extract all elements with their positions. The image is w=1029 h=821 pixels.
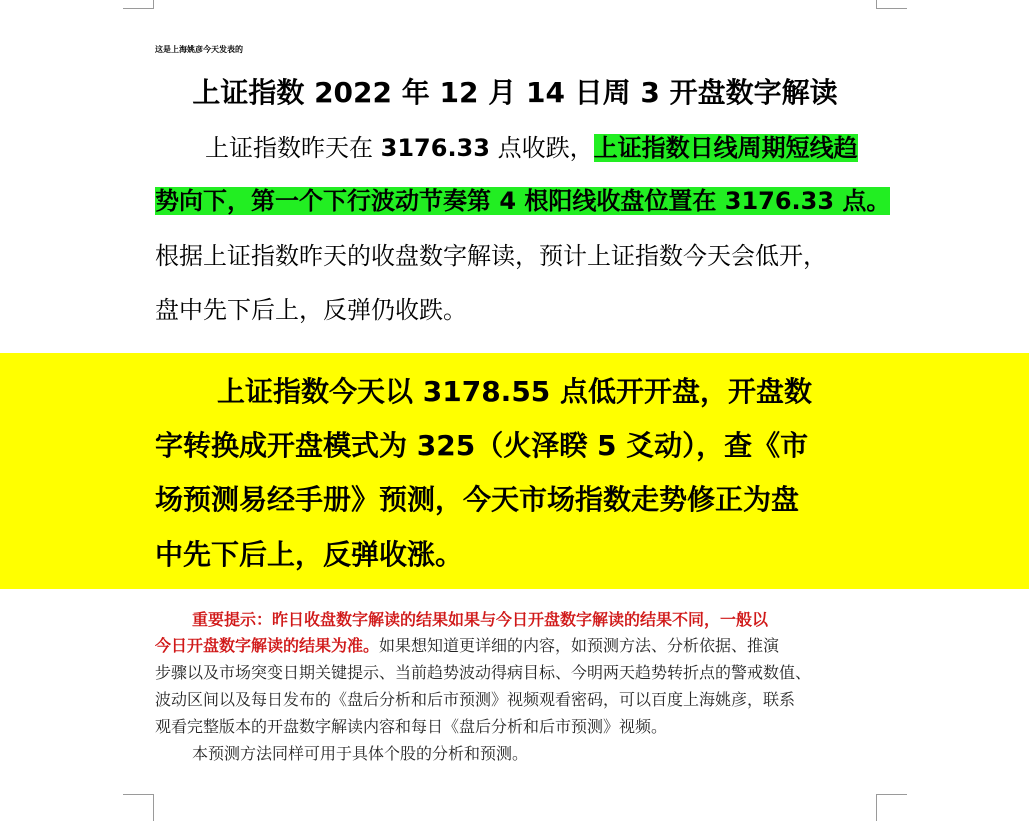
para3-line2-rest: 如果想知道更详细的内容，如预测方法、分析依据、推演 (379, 636, 780, 655)
crop-mark-top-left (123, 0, 154, 9)
crop-mark-top-right (876, 0, 907, 9)
para1-line3: 根据上证指数昨天的收盘数字解读，预计上证指数今天会低开， (155, 242, 827, 270)
crop-mark-bottom-left (123, 794, 154, 821)
para1-line1-after: 点收跌， (497, 134, 594, 162)
para1-line1-plain: 上证指数昨天在 (205, 134, 373, 162)
para3-line6: 本预测方法同样可用于具体个股的分析和预测。 (192, 744, 529, 763)
para1-line4: 盘中先下后上，反弹仍收跌。 (155, 296, 467, 324)
para3-line2 (155, 634, 779, 658)
para1-line2-highlight: 势向下，第一个下行波动节奏第 4 根阳线收盘位置在 3176.33 点。 (155, 187, 891, 215)
para3-line3: 步骤以及市场突变日期关键提示、当前趋势波动得病目标、今明两天趋势转折点的警戒数值、 (155, 663, 812, 682)
para3-line4: 波动区间以及每日发布的《盘后分析和后市预测》视频观看密码，可以百度上海姚彦，联系 (155, 690, 796, 709)
para3-line2-red: 今日开盘数字解读的结果为准。 (155, 636, 380, 655)
para2-line3: 场预测易经手册》预测，今天市场指数走势修正为盘 (155, 483, 800, 516)
para3-line1: 重要提示：昨日收盘数字解读的结果如果与今日开盘数字解读的结果不同，一般以 (192, 610, 769, 629)
para2-line4: 中先下后上，反弹收涨。 (155, 538, 464, 571)
page-title: 上证指数 2022 年 12 月 14 日周 3 开盘数字解读 (192, 76, 838, 109)
para1-line2 (155, 183, 890, 219)
para3-line5: 观看完整版本的开盘数字解读内容和每日《盘后分析和后市预测》视频。 (155, 717, 668, 736)
crop-mark-bottom-right (876, 794, 907, 821)
para1-line1-highlight: 上证指数日线周期短线趋 (593, 134, 858, 162)
para2-line1: 上证指数今天以 3178.55 点低开开盘，开盘数 (217, 375, 813, 408)
header-note: 这是上海姚彦今天发表的 (155, 45, 243, 54)
para1-line1 (205, 130, 858, 166)
para2-line2: 字转换成开盘模式为 325（火泽睽 5 爻动），查《市 (155, 429, 809, 462)
para1-line1-number: 3176.33 (380, 134, 490, 162)
